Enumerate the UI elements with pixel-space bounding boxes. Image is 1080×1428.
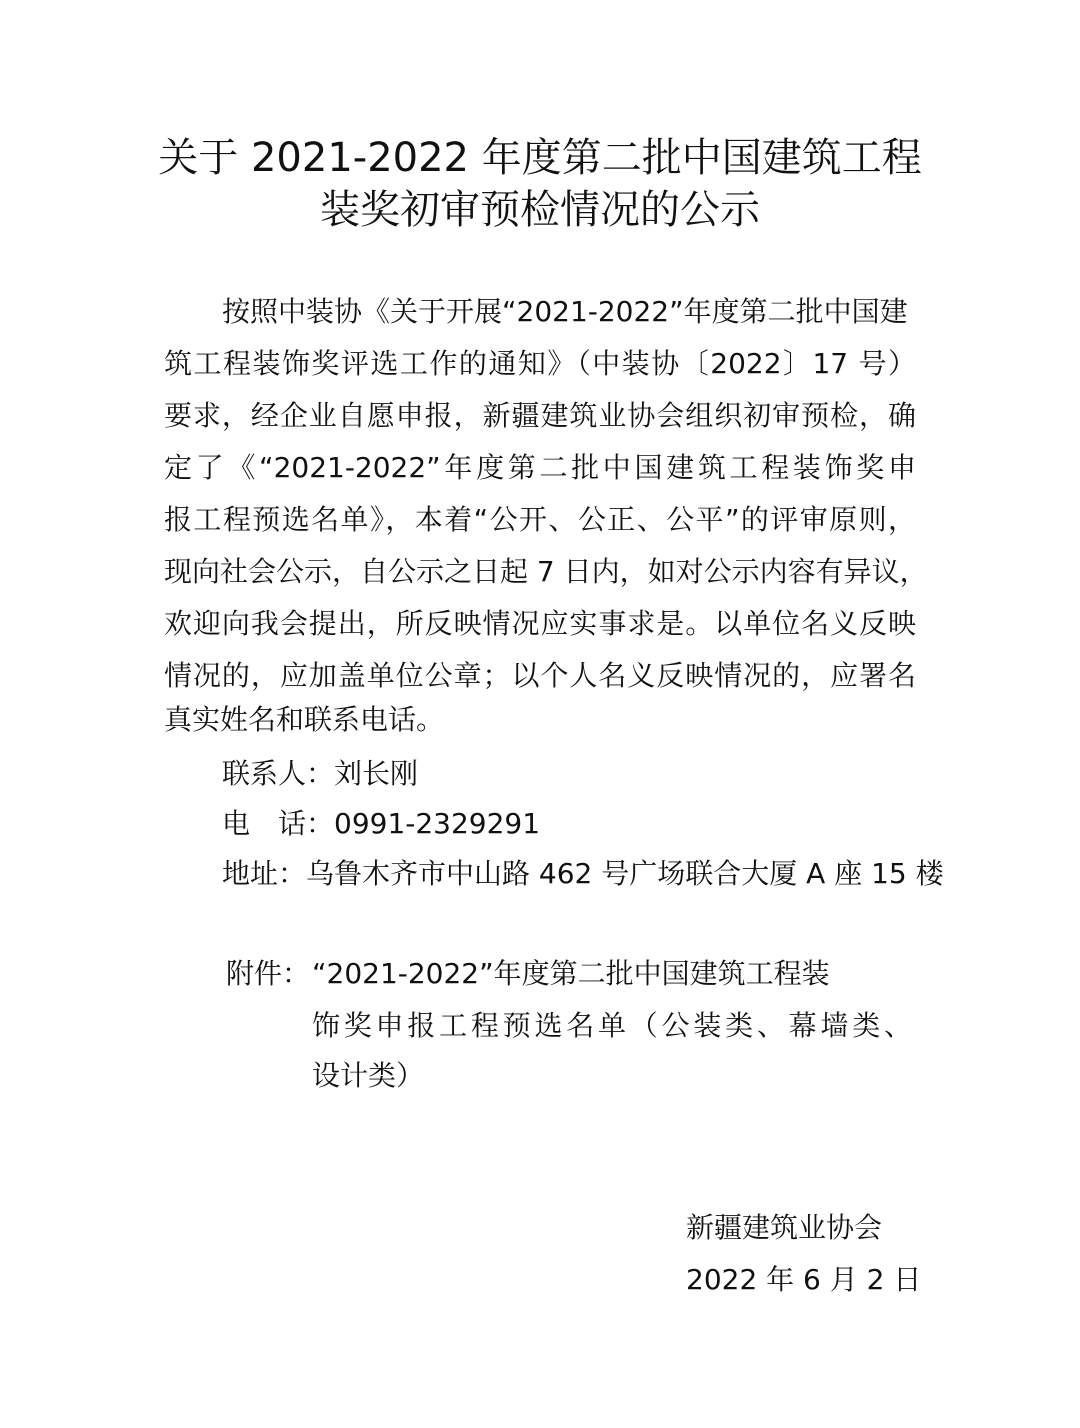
body-line-3: 要求，经企业自愿申报，新疆建筑业协会组织初审预检，确: [164, 399, 916, 432]
notice-title-line-1: 关于 2021-2022 年度第二批中国建筑工程: [158, 135, 922, 181]
body-line-5: 报工程预选名单》，本着“公开、公正、公平”的评审原则，: [164, 503, 916, 536]
signature-date: 2022 年 6 月 2 日: [686, 1263, 922, 1296]
body-line-2: 筑工程装饰奖评选工作的通知》（中装协〔2022〕17 号）: [164, 347, 916, 380]
contact-phone: 电 话：0991-2329291: [222, 807, 541, 840]
body-line-1: 按照中装协《关于开展“2021-2022”年度第二批中国建: [222, 295, 908, 328]
attachment-label: 附件：: [226, 957, 311, 990]
attachment-line-1: “2021-2022”年度第二批中国建筑工程装: [312, 957, 830, 990]
contact-address: 地址：乌鲁木齐市中山路 462 号广场联合大厦 A 座 15 楼: [222, 857, 944, 890]
notice-title-line-2: 装奖初审预检情况的公示: [320, 187, 760, 233]
body-line-8: 情况的，应加盖单位公章；以个人名义反映情况的，应署名: [164, 659, 916, 692]
attachment-line-3: 设计类）: [312, 1059, 425, 1092]
body-line-6: 现向社会公示，自公示之日起 7 日内，如对公示内容有异议，: [164, 555, 928, 588]
contact-person: 联系人：刘长刚: [222, 757, 419, 790]
attachment-line-2: 饰奖申报工程预选名单（公装类、幕墙类、: [312, 1009, 912, 1042]
body-line-4: 定了《“2021-2022”年度第二批中国建筑工程装饰奖申: [164, 451, 916, 484]
body-line-9: 真实姓名和联系电话。: [164, 703, 445, 736]
signature-organization: 新疆建筑业协会: [686, 1211, 883, 1244]
body-line-7: 欢迎向我会提出，所反映情况应实事求是。以单位名义反映: [164, 607, 916, 640]
